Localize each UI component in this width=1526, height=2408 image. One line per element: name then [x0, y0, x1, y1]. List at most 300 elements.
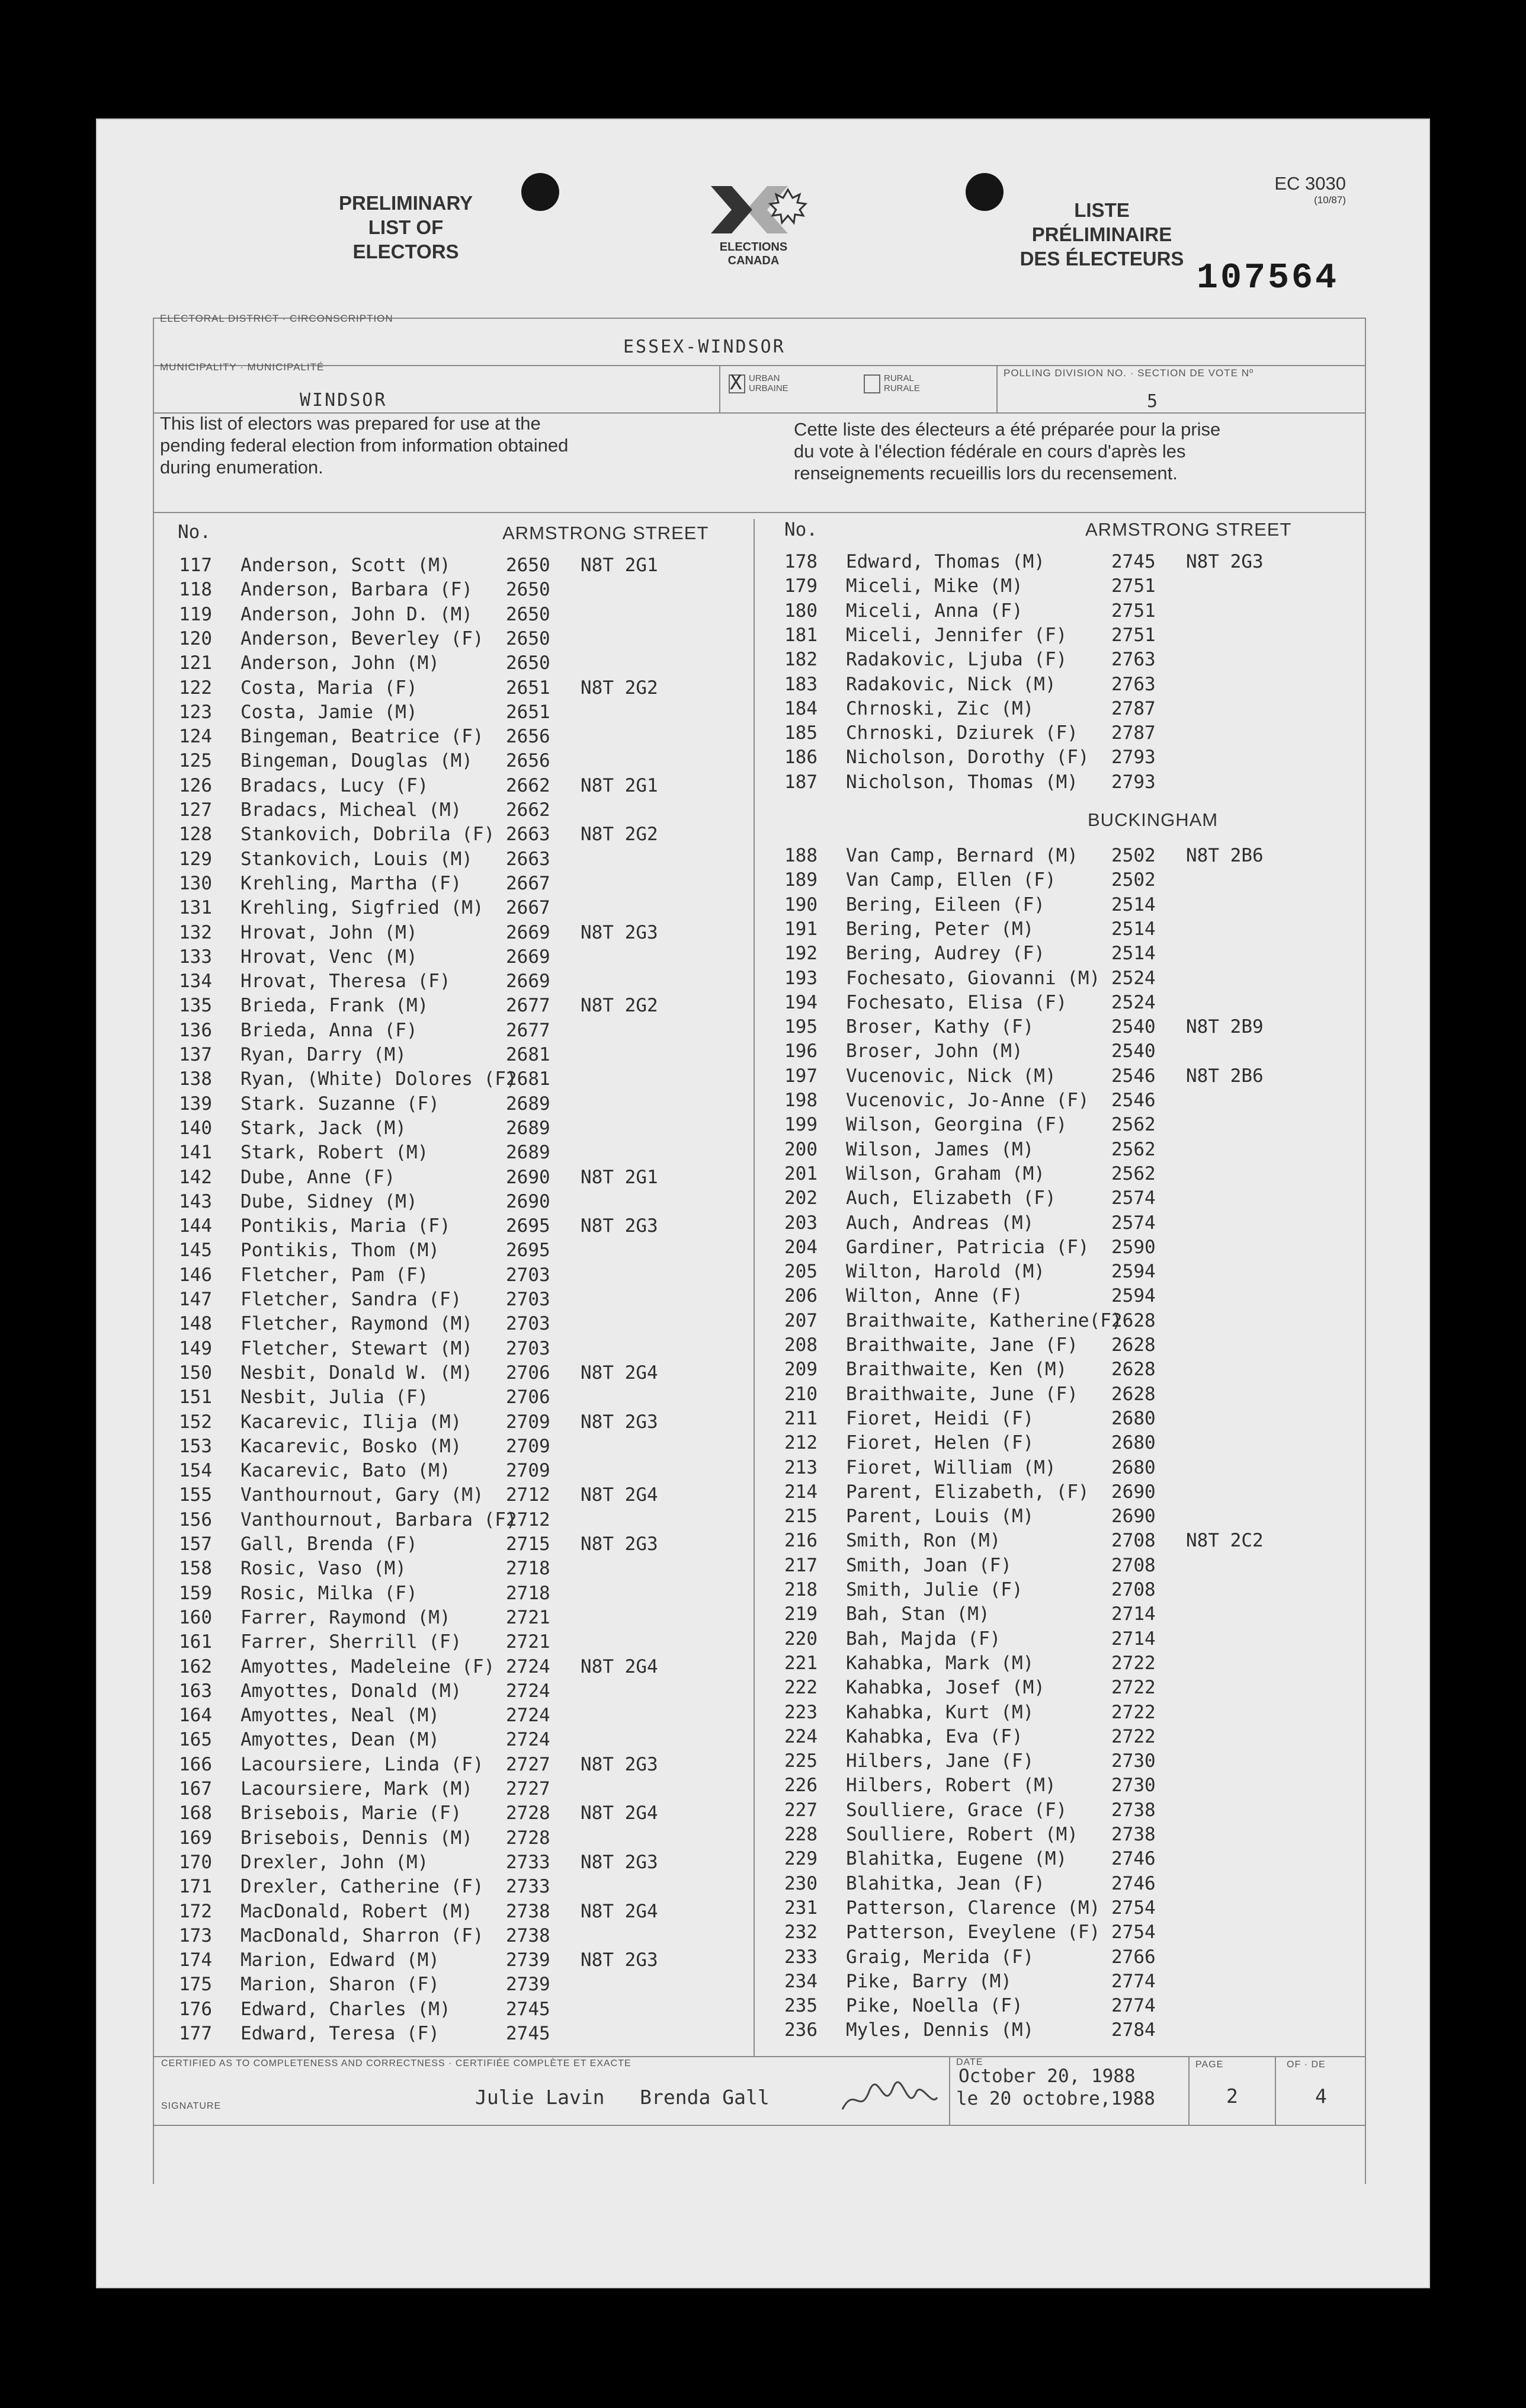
footer-top	[153, 2056, 1366, 2057]
elector-number: 218	[784, 1579, 818, 1600]
handwritten-signature-icon	[836, 2074, 943, 2121]
elector-address: 2695	[506, 1240, 550, 1261]
elector-number: 161	[179, 1631, 212, 1653]
list-item	[784, 1994, 1353, 2018]
elector-number: 143	[179, 1190, 212, 1212]
elector-address: 2722	[1111, 1652, 1156, 1674]
elector-name: Anderson, Scott (M)	[241, 555, 451, 576]
list-item	[784, 1627, 1353, 1651]
list-item	[179, 822, 748, 847]
elector-name: Amyottes, Donald (M)	[241, 1680, 462, 1702]
elector-name: Anderson, Beverley (F)	[241, 627, 484, 649]
list-item	[784, 1578, 1353, 1602]
list-item	[784, 844, 1353, 868]
elector-name: Chrnoski, Zic (M)	[846, 697, 1034, 719]
list-item	[784, 1284, 1353, 1308]
polling-value: 5	[1147, 391, 1160, 412]
list-item	[784, 1504, 1353, 1529]
elector-address: 2650	[506, 627, 550, 649]
elector-number: 127	[179, 799, 212, 821]
elector-address: 2650	[506, 652, 550, 674]
elector-number: 164	[179, 1705, 212, 1727]
elector-name: Kacarevic, Bosko (M)	[241, 1435, 462, 1457]
list-item	[784, 1823, 1353, 1847]
elector-name: Miceli, Anna (F)	[846, 600, 1023, 622]
elector-postal-code: N8T 2G2	[581, 677, 658, 699]
elector-number: 183	[784, 673, 818, 695]
elector-name: Nicholson, Thomas (M)	[846, 771, 1078, 793]
elector-address: 2524	[1111, 991, 1156, 1013]
elector-name: Anderson, John (M)	[241, 652, 440, 674]
footer-divider-page	[1188, 2056, 1190, 2125]
elector-number: 179	[784, 575, 818, 597]
elector-address: 2677	[506, 995, 550, 1017]
list-item	[784, 1872, 1353, 1896]
list-item	[179, 847, 748, 872]
elector-name: Chrnoski, Dziurek (F)	[846, 722, 1078, 744]
elector-name: Fletcher, Sandra (F)	[241, 1289, 462, 1310]
title-french	[989, 198, 1214, 271]
elector-name: Anderson, Barbara (F)	[241, 579, 473, 601]
list-item	[784, 991, 1353, 1015]
elector-number: 118	[179, 579, 212, 601]
list-item	[179, 1630, 748, 1654]
elector-number: 205	[784, 1261, 818, 1283]
elector-address: 2669	[506, 971, 550, 992]
elector-number: 226	[784, 1775, 818, 1797]
elector-address: 2754	[1111, 1897, 1156, 1919]
elector-number: 153	[179, 1435, 212, 1457]
elector-name: Drexler, Catherine (F)	[241, 1876, 484, 1898]
elector-postal-code: N8T 2G3	[581, 1533, 658, 1555]
list-item	[179, 1581, 748, 1606]
elector-name: Pontikis, Thom (M)	[241, 1240, 440, 1261]
elector-name: Wilton, Anne (F)	[846, 1285, 1023, 1307]
list-item	[179, 1019, 748, 1043]
elector-name: Stark. Suzanne (F)	[241, 1093, 440, 1115]
elector-address: 2514	[1111, 918, 1156, 940]
elector-address: 2746	[1111, 1848, 1156, 1870]
list-item	[784, 1529, 1353, 1553]
elector-number: 170	[179, 1851, 212, 1873]
elector-name: Kacarevic, Ilija (M)	[241, 1411, 462, 1433]
elector-address: 2793	[1111, 771, 1156, 793]
elector-number: 124	[179, 726, 212, 748]
list-item	[784, 1064, 1353, 1088]
list-item	[179, 700, 748, 725]
elector-address: 2667	[506, 897, 550, 919]
list-item	[179, 1532, 748, 1557]
list-item	[179, 1214, 748, 1238]
elector-name: Bingeman, Beatrice (F)	[241, 726, 484, 748]
elector-name: Stark, Jack (M)	[241, 1117, 406, 1139]
elector-name: Stark, Robert (M)	[241, 1142, 429, 1164]
list-item	[784, 1456, 1353, 1480]
list-item	[784, 1480, 1353, 1504]
elector-name: Dube, Anne (F)	[241, 1166, 396, 1188]
elector-name: Bah, Majda (F)	[846, 1628, 1001, 1650]
elector-address: 2663	[506, 848, 550, 870]
elector-name: Patterson, Clarence (M)	[846, 1897, 1101, 1919]
list-item	[179, 798, 748, 822]
list-item	[179, 1361, 748, 1385]
footer-divider-date	[949, 2056, 950, 2125]
elector-name: Broser, John (M)	[846, 1040, 1023, 1062]
elector-name: Van Camp, Ellen (F)	[846, 869, 1056, 891]
elector-number: 141	[179, 1142, 212, 1164]
list-item	[179, 1385, 748, 1410]
elector-address: 2669	[506, 946, 550, 968]
elector-address: 2738	[1111, 1799, 1156, 1821]
list-item	[784, 721, 1353, 745]
intro-en-2: pending federal election from information obtained	[160, 435, 569, 456]
elector-address: 2546	[1111, 1065, 1156, 1087]
elector-address: 2514	[1111, 894, 1156, 915]
elector-name: Rosic, Milka (F)	[241, 1582, 418, 1604]
elector-name: Vucenovic, Nick (M)	[846, 1065, 1056, 1087]
elector-number: 121	[179, 652, 212, 674]
elector-address: 2656	[506, 750, 550, 772]
list-item	[784, 574, 1353, 598]
elector-name: Hilbers, Jane (F)	[846, 1750, 1034, 1772]
urban-label-fr: URBAINE	[749, 383, 788, 393]
elector-address: 2690	[506, 1166, 550, 1188]
elector-number: 172	[179, 1900, 212, 1922]
list-item	[179, 725, 748, 749]
list-item	[179, 1508, 748, 1532]
elector-address: 2703	[506, 1313, 550, 1335]
elector-number: 140	[179, 1117, 212, 1139]
elector-name: Parent, Elizabeth, (F)	[846, 1481, 1089, 1503]
elector-number: 215	[784, 1506, 818, 1528]
elector-number: 128	[179, 824, 212, 846]
elector-address: 2763	[1111, 649, 1156, 671]
list-item	[179, 994, 748, 1018]
elector-number: 173	[179, 1925, 212, 1946]
elector-number: 184	[784, 697, 818, 719]
list-item	[179, 1263, 748, 1288]
elector-number: 156	[179, 1509, 212, 1530]
elector-number: 119	[179, 603, 212, 625]
elector-name: Kahabka, Mark (M)	[846, 1652, 1034, 1674]
elector-number: 144	[179, 1215, 212, 1237]
elector-name: Patterson, Eveylene (F)	[846, 1922, 1101, 1943]
elector-number: 129	[179, 848, 212, 870]
elector-name: Auch, Andreas (M)	[846, 1212, 1034, 1234]
list-item	[179, 1875, 748, 1899]
list-item	[784, 1309, 1353, 1333]
elector-number: 155	[179, 1484, 212, 1506]
elector-name: Fioret, Heidi (F)	[846, 1407, 1034, 1429]
list-item	[179, 578, 748, 602]
list-item	[179, 1116, 748, 1141]
elector-number: 234	[784, 1970, 818, 1992]
elector-name: Fochesato, Giovanni (M)	[846, 967, 1101, 989]
elector-number: 131	[179, 897, 212, 919]
elector-name: Rosic, Vaso (M)	[241, 1558, 406, 1580]
elector-number: 221	[784, 1652, 818, 1674]
urban-label-en: URBAN	[749, 373, 780, 383]
intro-fr-3: renseignements recueillis lors du recensement.	[794, 463, 1178, 483]
elector-address: 2751	[1111, 624, 1156, 646]
list-item	[179, 553, 748, 578]
elector-address: 2703	[506, 1264, 550, 1286]
list-item	[784, 623, 1353, 648]
list-item	[179, 774, 748, 798]
elector-number: 229	[784, 1848, 818, 1870]
elector-address: 2709	[506, 1435, 550, 1457]
elector-number: 204	[784, 1236, 818, 1258]
elector-address: 2763	[1111, 673, 1156, 695]
list-item	[179, 1924, 748, 1948]
elector-name: Gall, Brenda (F)	[241, 1533, 418, 1555]
elector-name: Bingeman, Douglas (M)	[241, 750, 473, 772]
elector-number: 190	[784, 894, 818, 915]
certified-label: CERTIFIED AS TO COMPLETENESS AND CORRECTNESS · CERTIFIÉE COMPLÈTE ET EXACTE	[161, 2058, 631, 2068]
elections-canada-logo-icon	[699, 181, 829, 241]
elector-name: Fioret, Helen (F)	[846, 1432, 1034, 1454]
form-number-revision: (10/87)	[1314, 194, 1346, 206]
elector-number: 222	[784, 1677, 818, 1699]
elector-name: Soulliere, Grace (F)	[846, 1799, 1067, 1821]
elector-address: 2787	[1111, 722, 1156, 744]
elector-address: 2709	[506, 1411, 550, 1433]
list-item	[179, 1434, 748, 1459]
list-item	[179, 945, 748, 969]
elector-number: 225	[784, 1750, 818, 1772]
elector-name: Wilson, James (M)	[846, 1138, 1034, 1160]
title-fr-line-2: PRÉLIMINAIRE	[1031, 223, 1172, 245]
list-item	[784, 1896, 1353, 1920]
elector-number: 137	[179, 1044, 212, 1065]
elector-address: 2712	[506, 1509, 550, 1530]
elector-address: 2680	[1111, 1407, 1156, 1429]
municipality-value: WINDSOR	[300, 390, 387, 411]
elector-name: Radakovic, Ljuba (F)	[846, 649, 1067, 671]
title-english	[326, 191, 486, 264]
elector-number: 157	[179, 1533, 212, 1555]
elector-number: 220	[784, 1628, 818, 1650]
elector-address: 2546	[1111, 1090, 1156, 1111]
list-item	[179, 1655, 748, 1679]
elector-number: 216	[784, 1530, 818, 1552]
elector-address: 2703	[506, 1289, 550, 1310]
elector-address: 2727	[506, 1753, 550, 1775]
elector-name: Brieda, Frank (M)	[241, 995, 429, 1017]
elector-postal-code: N8T 2B9	[1186, 1016, 1264, 1038]
logo-text-2: CANADA	[727, 254, 780, 267]
elector-postal-code: N8T 2G3	[581, 1753, 658, 1775]
elector-name: Wilson, Graham (M)	[846, 1163, 1045, 1184]
elector-number: 198	[784, 1090, 818, 1111]
elector-number: 209	[784, 1359, 818, 1381]
left-street-header: ARMSTRONG STREET	[502, 523, 709, 543]
elector-address: 2739	[506, 1949, 550, 1971]
elector-postal-code: N8T 2G3	[581, 921, 658, 943]
elector-name: Pike, Noella (F)	[846, 1995, 1023, 2017]
elector-address: 2524	[1111, 967, 1156, 989]
urban-checkbox	[729, 371, 745, 395]
elector-name: Costa, Maria (F)	[241, 677, 418, 699]
elector-number: 185	[784, 722, 818, 744]
signature-label: SIGNATURE	[161, 2101, 222, 2111]
elector-address: 2774	[1111, 1970, 1156, 1992]
elector-name: Hilbers, Robert (M)	[846, 1775, 1056, 1797]
elector-name: Kahabka, Kurt (M)	[846, 1701, 1034, 1723]
elector-number: 213	[784, 1456, 818, 1478]
elector-address: 2728	[506, 1802, 550, 1824]
rural-label-fr: RURALE	[884, 383, 920, 393]
elector-address: 2745	[506, 1998, 550, 2020]
elector-name: Vanthournout, Barbara (F)	[241, 1509, 517, 1530]
list-item	[784, 1039, 1353, 1064]
list-item	[179, 1067, 748, 1091]
elector-address: 2766	[1111, 1946, 1156, 1968]
list-item	[179, 969, 748, 994]
elector-name: Fletcher, Raymond (M)	[241, 1313, 473, 1335]
elector-address: 2714	[1111, 1603, 1156, 1625]
elector-address: 2746	[1111, 1872, 1156, 1894]
elector-address: 2793	[1111, 747, 1156, 768]
logo-caption	[694, 241, 813, 268]
frame-right	[1365, 318, 1366, 2184]
elector-name: Wilton, Harold (M)	[846, 1261, 1045, 1283]
list-item	[784, 648, 1353, 672]
elector-name: Fioret, William (M)	[846, 1456, 1056, 1478]
rural-label	[884, 373, 920, 393]
elector-address: 2690	[1111, 1506, 1156, 1528]
elector-address: 2706	[506, 1386, 550, 1408]
elector-postal-code: N8T 2G2	[581, 824, 658, 846]
elector-name: Pike, Barry (M)	[846, 1970, 1012, 1992]
elector-address: 2540	[1111, 1040, 1156, 1062]
elector-name: Gardiner, Patricia (F)	[846, 1236, 1089, 1258]
title-fr-line-1: LISTE	[1074, 199, 1130, 221]
elector-name: Anderson, John D. (M)	[241, 603, 473, 625]
list-item	[784, 1651, 1353, 1676]
elector-address: 2690	[506, 1190, 550, 1212]
elector-name: Marion, Edward (M)	[241, 1949, 440, 1971]
elector-number: 211	[784, 1407, 818, 1429]
list-item	[784, 1945, 1353, 1970]
list-item	[784, 1701, 1353, 1725]
elector-number: 154	[179, 1460, 212, 1482]
list-item	[784, 1602, 1353, 1626]
list-item	[784, 917, 1353, 942]
district-label: ELECTORAL DISTRICT · CIRCONSCRIPTION	[160, 313, 393, 324]
elector-address: 2721	[506, 1606, 550, 1628]
elector-name: Stankovich, Dobrila (F)	[241, 824, 495, 846]
date-label: DATE	[956, 2057, 983, 2067]
elector-name: Smith, Julie (F)	[846, 1579, 1023, 1600]
elector-name: Graig, Merida (F)	[846, 1946, 1034, 1968]
elector-name: Brieda, Anna (F)	[241, 1019, 418, 1041]
elector-address: 2722	[1111, 1725, 1156, 1747]
list-item	[179, 1826, 748, 1850]
elector-address: 2709	[506, 1460, 550, 1482]
elector-address: 2628	[1111, 1334, 1156, 1356]
elector-name: Edward, Teresa (F)	[241, 2023, 440, 2044]
elector-address: 2730	[1111, 1775, 1156, 1797]
list-item	[179, 1238, 748, 1263]
elector-name: Nicholson, Dorothy (F)	[846, 747, 1089, 768]
elector-number: 228	[784, 1824, 818, 1845]
elector-name: Krehling, Sigfried (M)	[241, 897, 484, 919]
elector-number: 138	[179, 1068, 212, 1090]
list-item	[179, 1459, 748, 1483]
intro-french	[794, 418, 1220, 484]
elector-address: 2574	[1111, 1212, 1156, 1234]
list-item	[784, 1211, 1353, 1235]
elector-name: Braithwaite, June (F)	[846, 1383, 1078, 1405]
list-item	[784, 1920, 1353, 1945]
of-label: OF · DE	[1287, 2060, 1326, 2070]
elector-number: 163	[179, 1680, 212, 1702]
elector-number: 171	[179, 1876, 212, 1898]
column-divider	[754, 519, 755, 2057]
elector-number: 168	[179, 1802, 212, 1824]
electors-list-sheet	[96, 119, 1430, 2288]
elector-address: 2562	[1111, 1138, 1156, 1160]
elector-address: 2774	[1111, 1995, 1156, 2017]
elector-number: 148	[179, 1313, 212, 1335]
list-item	[784, 942, 1353, 966]
elector-number: 174	[179, 1949, 212, 1971]
elector-address: 2730	[1111, 1750, 1156, 1772]
list-item	[179, 1312, 748, 1336]
elector-postal-code: N8T 2G3	[581, 1851, 658, 1873]
elector-name: Bradacs, Lucy (F)	[241, 774, 429, 796]
elector-number: 219	[784, 1603, 818, 1625]
elector-name: Braithwaite, Ken (M)	[846, 1359, 1067, 1381]
municipality-label: MUNICIPALITY · MUNICIPALITÉ	[160, 361, 325, 373]
elector-postal-code: N8T 2G1	[581, 555, 658, 576]
list-item	[179, 627, 748, 651]
elector-address: 2628	[1111, 1383, 1156, 1405]
elector-number: 149	[179, 1337, 212, 1359]
elector-name: Lacoursiere, Mark (M)	[241, 1778, 473, 1799]
elector-address: 2787	[1111, 697, 1156, 719]
list-item	[179, 749, 748, 773]
elector-number: 123	[179, 701, 212, 723]
list-item	[179, 1557, 748, 1581]
of-value: 4	[1315, 2084, 1327, 2108]
list-item	[179, 1410, 748, 1434]
list-item	[784, 599, 1353, 623]
elector-name: Hrovat, Theresa (F)	[241, 971, 451, 992]
list-item	[179, 1728, 748, 1752]
elector-address: 2594	[1111, 1285, 1156, 1307]
elector-address: 2677	[506, 1019, 550, 1041]
elector-name: Edward, Charles (M)	[241, 1998, 451, 2020]
elector-name: Fletcher, Pam (F)	[241, 1264, 429, 1286]
elector-number: 135	[179, 995, 212, 1017]
elector-address: 2718	[506, 1558, 550, 1580]
elector-address: 2751	[1111, 600, 1156, 622]
elector-address: 2728	[506, 1827, 550, 1849]
elector-number: 182	[784, 649, 818, 671]
elector-address: 2708	[1111, 1554, 1156, 1576]
list-item	[784, 1407, 1353, 1431]
elector-number: 147	[179, 1289, 212, 1310]
elector-address: 2708	[1111, 1579, 1156, 1600]
elector-name: Bah, Stan (M)	[846, 1603, 990, 1625]
elector-name: Farrer, Raymond (M)	[241, 1606, 451, 1628]
right-street-header: ARMSTRONG STREET	[1085, 519, 1292, 540]
elector-name: Amyottes, Neal (M)	[241, 1705, 440, 1727]
elector-address: 2738	[506, 1900, 550, 1922]
elector-address: 2754	[1111, 1922, 1156, 1943]
